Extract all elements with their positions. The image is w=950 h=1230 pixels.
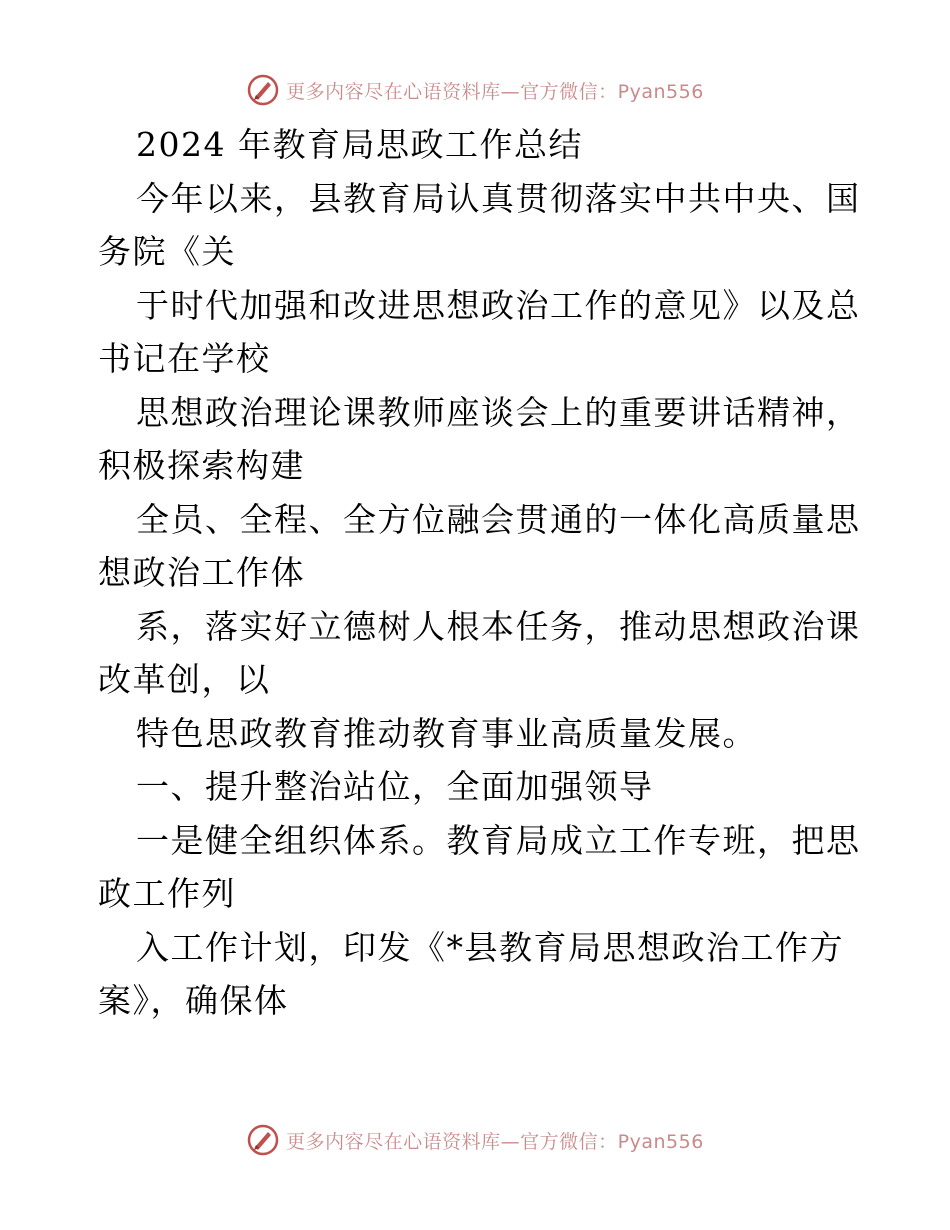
paragraph-line: 全员、全程、全方位融会贯通的一体化高质量思 (136, 499, 861, 539)
paragraph-line: 务院《关 (98, 232, 236, 271)
paragraph-line: 于时代加强和改进思想政治工作的意见》以及总 (136, 285, 861, 325)
paragraph-line: 改革创，以 (98, 660, 271, 699)
footer-watermark (0, 1120, 950, 1160)
document-body (98, 118, 861, 1028)
paragraph-line: 今年以来，县教育局认真贯彻落实中共中央、国 (136, 178, 861, 218)
header-watermark (0, 70, 950, 110)
document-title: 2024 年教育局思政工作总结 (136, 125, 583, 164)
watermark-text: 更多内容尽在心语资料库—官方微信：Pyan556 (286, 80, 704, 103)
paragraph-line: 想政治工作体 (98, 553, 305, 592)
pen-seal-logo-icon (246, 1123, 280, 1157)
paragraph-line: 书记在学校 (98, 339, 271, 378)
paragraph-line: 系，落实好立德树人根本任务，推动思想政治课 (136, 606, 861, 646)
paragraph-line: 积极探索构建 (98, 446, 305, 485)
paragraph-line: 案》，确保体 (98, 981, 289, 1020)
paragraph-line: 政工作列 (98, 874, 236, 913)
watermark-text: 更多内容尽在心语资料库—官方微信：Pyan556 (286, 1130, 704, 1153)
pen-seal-logo-icon (246, 73, 280, 107)
section-heading: 一、提升整治站位，全面加强领导 (136, 767, 654, 806)
paragraph-line: 一是健全组织体系。教育局成立工作专班，把思 (136, 820, 861, 860)
paragraph-line: 入工作计划，印发《*县教育局思想政治工作方 (136, 927, 844, 967)
paragraph-line: 思想政治理论课教师座谈会上的重要讲话精神， (136, 392, 861, 432)
paragraph-line: 特色思政教育推动教育事业高质量发展。 (136, 713, 757, 753)
